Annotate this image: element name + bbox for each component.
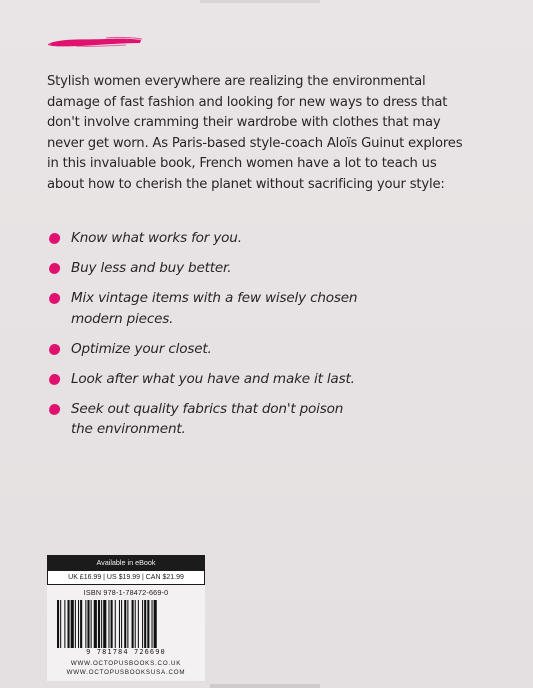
barcode-icon [55,600,195,648]
top-edge-mark [200,0,320,3]
price-list: UK £16.99 | US $19.99 | CAN $21.99 [47,570,205,585]
pink-flower-icon [48,232,61,245]
tips-list [47,228,487,440]
list-item-text: Mix vintage items with a few wisely chosen [71,290,358,306]
list-item [47,258,487,279]
ebook-availability-label: Available in eBook [47,555,205,570]
bottom-edge-mark [210,684,320,688]
website-usa: WWW.OCTOPUSBOOKSUSA.COM [66,669,186,676]
pink-flower-icon [48,343,61,356]
pink-flower-icon [48,403,61,416]
pink-brush-stroke-icon [46,34,144,50]
intro-paragraph [47,72,467,195]
list-item [47,228,487,249]
list-item-text: Optimize your closet. [71,340,212,357]
pink-flower-icon [48,292,61,305]
list-item-text: Seek out quality fabrics that don't poison [71,400,344,417]
pink-flower-icon [48,373,61,386]
isbn-number: ISBN 978-1-78472-669-0 [83,588,169,597]
intro-line: about how to cherish the planet without sacrificing your style: [47,176,445,192]
list-item [47,399,487,440]
intro-line: damage of fast fashion and looking for new ways to dress that [47,94,448,110]
list-item-text: Know what works for you. [71,230,242,246]
list-item-text: the environment. [71,421,186,437]
list-item [47,288,487,329]
list-item [47,369,487,390]
intro-line: in this invaluable book, French women have a lot to teach us [47,156,437,171]
pink-flower-icon [48,262,61,275]
list-item-text: Buy less and buy better. [71,260,232,276]
list-item [47,339,487,360]
website-uk: WWW.OCTOPUSBOOKS.CO.UK [70,660,182,667]
barcode-panel [47,555,205,681]
barcode-digits: 9 781784 726690 [86,648,166,656]
intro-line: Stylish women everywhere are realizing the environmental [47,74,426,89]
intro-line: never get worn. As Paris-based style-coach Aloïs Guinut explores [47,135,463,151]
intro-line: don't involve cramming their wardrobe with clothes that may [47,115,441,130]
list-item-text: Look after what you have and make it last. [71,370,355,387]
list-item-text: modern pieces. [71,310,174,327]
